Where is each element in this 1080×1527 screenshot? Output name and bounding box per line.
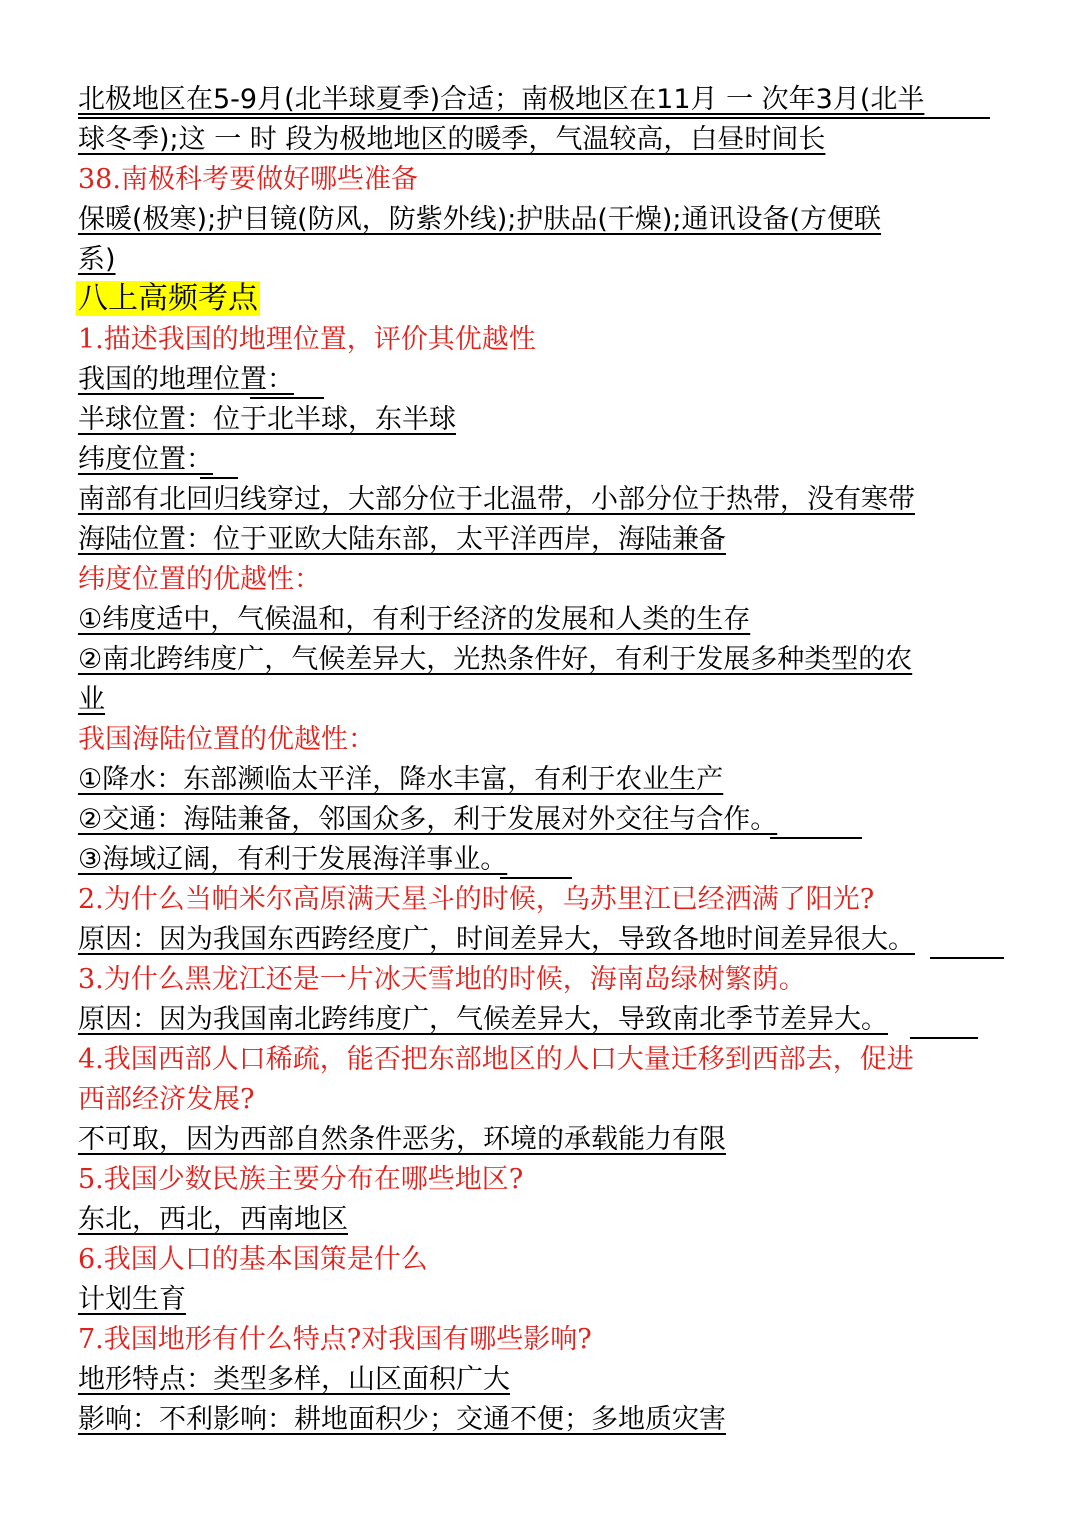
question-4: 4.我国西部人口稀疏，能否把东部地区的人口大量迁移到西部去，促进: [78, 1044, 914, 1075]
underline-rule: [78, 117, 990, 119]
question-6: 6.我国人口的基本国策是什么: [78, 1244, 428, 1275]
section-heading-wrap: [76, 279, 260, 319]
underline-rule: [250, 397, 324, 399]
question-1: 1.描述我国的地理位置，评价其优越性: [78, 324, 536, 355]
answer-text: ②交通：海陆兼备，邻国众多，利于发展对外交往与合作。: [78, 804, 778, 835]
question-4-cont: 西部经济发展?: [78, 1084, 255, 1115]
answer-text: 纬度位置：: [78, 444, 213, 475]
underline-rule: [200, 477, 238, 479]
question-38: 38.南极科考要做好哪些准备: [78, 164, 418, 195]
answer-text: ③海域辽阔，有利于发展海洋事业。: [78, 844, 508, 875]
answer-text: 原因：因为我国南北跨纬度广，气候差异大，导致南北季节差异大。: [78, 1004, 888, 1035]
underline-rule: [770, 837, 862, 839]
underline-rule: [500, 877, 572, 879]
answer-text: ①纬度适中，气候温和，有利于经济的发展和人类的生存: [78, 604, 751, 635]
answer-text: 影响：不利影响：耕地面积少；交通不便；多地质灾害: [78, 1404, 726, 1435]
question-5: 5.我国少数民族主要分布在哪些地区?: [78, 1164, 524, 1195]
subheading-sea-land-advantage: 我国海陆位置的优越性：: [78, 724, 375, 755]
answer-text: 半球位置：位于北半球，东半球: [78, 404, 456, 435]
section-heading: 八上高频考点: [78, 281, 258, 316]
answer-text: 地形特点：类型多样，山区面积广大: [78, 1364, 510, 1395]
answer-text: 系): [78, 244, 116, 275]
answer-text: 南部有北回归线穿过，大部分位于北温带，小部分位于热带，没有寒带: [78, 484, 915, 515]
answer-text: 业: [78, 684, 105, 715]
answer-text: 保暖(极寒);护目镜(防风，防紫外线);护肤品(干燥);通讯设备(方便联: [78, 204, 882, 235]
answer-text: 海陆位置：位于亚欧大陆东部，太平洋西岸，海陆兼备: [78, 524, 726, 555]
question-3: 3.为什么黑龙江还是一片冰天雪地的时候，海南岛绿树繁荫。: [78, 964, 806, 995]
answer-text: ①降水：东部濒临太平洋，降水丰富，有利于农业生产: [78, 764, 724, 795]
subheading-latitude-advantage: 纬度位置的优越性：: [78, 564, 321, 595]
question-7: 7.我国地形有什么特点?对我国有哪些影响?: [78, 1324, 592, 1355]
answer-text: 计划生育: [78, 1284, 186, 1315]
answer-text: 原因：因为我国东西跨经度广，时间差异大，导致各地时间差异很大。: [78, 924, 915, 955]
underline-rule: [930, 957, 1004, 959]
answer-text: 不可取，因为西部自然条件恶劣，环境的承载能力有限: [78, 1124, 726, 1155]
underline-rule: [910, 1037, 978, 1039]
answer-text: 球冬季);这 一 时 段为极地地区的暖季，气温较高，白昼时间长: [78, 124, 826, 155]
answer-text: 我国的地理位置：: [78, 364, 294, 395]
answer-text: 北极地区在5-9月(北半球夏季)合适；南极地区在11月 一 次年3月(北半: [78, 84, 925, 115]
question-2: 2.为什么当帕米尔高原满天星斗的时候，乌苏里江已经洒满了阳光?: [78, 884, 875, 915]
answer-text: 东北，西北，西南地区: [78, 1204, 348, 1235]
answer-text: ②南北跨纬度广，气候差异大，光热条件好，有利于发展多种类型的农: [78, 644, 913, 675]
